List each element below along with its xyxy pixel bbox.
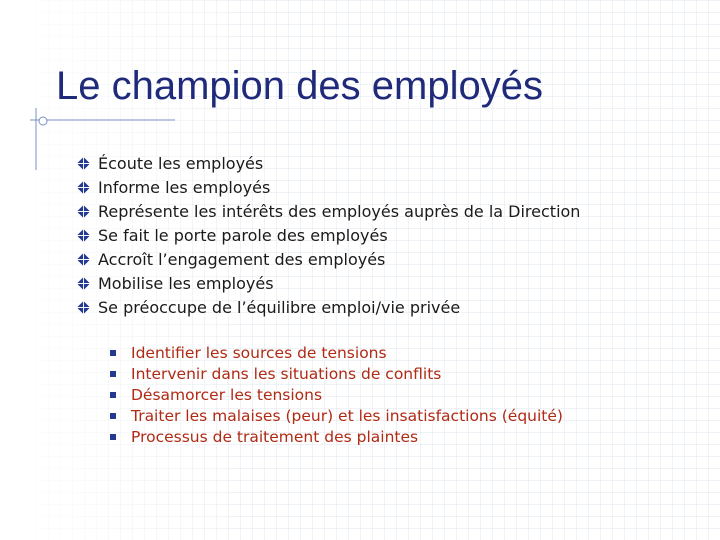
square-bullet-icon xyxy=(110,371,116,377)
bullet-item xyxy=(76,271,580,295)
square-bullet-icon xyxy=(110,350,116,356)
square-bullet-icon xyxy=(110,413,116,419)
sub-bullet-text: Identifier les sources de tensions xyxy=(131,343,387,362)
sub-bullet-text: Processus de traitement des plaintes xyxy=(131,427,419,446)
bullet-item xyxy=(76,151,580,175)
sub-bullet-item xyxy=(110,363,563,384)
bullet-text: Représente les intérêts des employés auprès de la Direction xyxy=(98,201,581,221)
bullet-text: Informe les employés xyxy=(98,177,271,197)
sub-bullet-item xyxy=(110,426,563,447)
diamond-bullet-icon xyxy=(76,252,91,267)
bullet-item xyxy=(76,223,580,247)
bullet-list xyxy=(76,151,580,319)
diamond-bullet-icon xyxy=(76,204,91,219)
bullet-text: Se préoccupe de l’équilibre emploi/vie privée xyxy=(98,297,461,317)
sub-bullet-list xyxy=(110,342,563,447)
diamond-bullet-icon xyxy=(76,228,91,243)
sub-bullet-text: Désamorcer les tensions xyxy=(131,385,323,404)
bullet-text: Accroît l’engagement des employés xyxy=(98,249,386,269)
bullet-text: Mobilise les employés xyxy=(98,273,274,293)
sub-bullet-item xyxy=(110,384,563,405)
sub-bullet-text: Intervenir dans les situations de conflits xyxy=(131,364,442,383)
slide-title: Le champion des employés xyxy=(56,64,543,108)
square-bullet-icon xyxy=(110,392,116,398)
sub-bullet-text: Traiter les malaises (peur) et les insatisfactions (équité) xyxy=(131,406,563,425)
sub-bullet-item xyxy=(110,405,563,426)
bullet-text: Se fait le porte parole des employés xyxy=(98,225,388,245)
bullet-text: Écoute les employés xyxy=(98,153,264,173)
sub-bullet-item xyxy=(110,342,563,363)
bullet-item xyxy=(76,199,580,223)
bullet-item xyxy=(76,295,580,319)
title-circle-icon xyxy=(39,117,47,125)
diamond-bullet-icon xyxy=(76,180,91,195)
bullet-item xyxy=(76,175,580,199)
diamond-bullet-icon xyxy=(76,300,91,315)
diamond-bullet-icon xyxy=(76,276,91,291)
diamond-bullet-icon xyxy=(76,156,91,171)
bullet-item xyxy=(76,247,580,271)
square-bullet-icon xyxy=(110,434,116,440)
